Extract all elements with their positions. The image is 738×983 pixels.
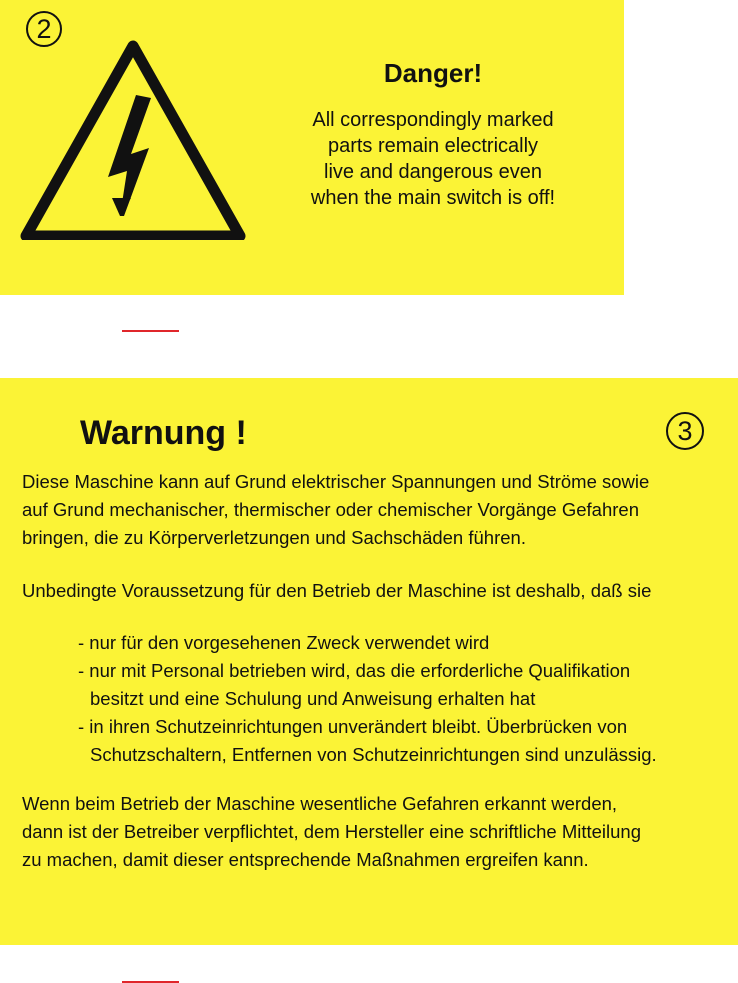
warning-conditions-list [78,629,657,769]
list-item-continuation: Schutzschaltern, Entfernen von Schutzeinrichtungen sind unzulässig. [90,744,657,765]
danger-message-line: live and dangerous even [324,161,542,183]
danger-message-line: when the main switch is off! [310,187,556,209]
warning-premise-line: Unbedingte Voraussetzung für den Betrieb der Maschine ist deshalb, daß sie [22,580,652,601]
list-item: - in ihren Schutzeinrichtungen unverändert bleibt. Überbrücken von [78,716,628,737]
warning-intro-line: auf Grund mechanischer, thermischer oder chemischer Vorgänge Gefahren [22,499,639,520]
warning-intro [22,468,727,552]
sign-number-badge: 2 [26,11,62,47]
warning-title: Warnung ! [80,414,247,452]
danger-message-line: parts remain electrically [327,135,539,157]
sign-number-badge: 3 [666,412,704,450]
danger-sign-panel [0,0,624,295]
warning-intro-line: bringen, die zu Körperverletzungen und Sachschäden führen. [22,527,526,548]
warning-closing-line: zu machen, damit dieser entsprechende Maßnahmen ergreifen kann. [22,849,589,870]
warning-sign-panel [0,378,738,945]
warning-closing-line: dann ist der Betreiber verpflichtet, dem Hersteller eine schriftliche Mitteilung [22,821,642,842]
list-item: - nur mit Personal betrieben wird, das die erforderliche Qualifikation [78,660,631,681]
list-item-continuation: besitzt und eine Schulung und Anweisung erhalten hat [90,688,536,709]
red-separator-line [122,330,179,332]
high-voltage-warning-icon [20,40,246,240]
list-item: - nur für den vorgesehenen Zweck verwendet wird [78,632,490,653]
danger-message [278,107,588,211]
danger-message-line: All correspondingly marked [312,109,554,131]
warning-premise [22,577,727,605]
danger-title: Danger! [383,58,483,88]
warning-intro-line: Diese Maschine kann auf Grund elektrischer Spannungen und Ströme sowie [22,471,650,492]
warning-closing [22,790,727,874]
warning-closing-line: Wenn beim Betrieb der Maschine wesentliche Gefahren erkannt werden, [22,793,618,814]
